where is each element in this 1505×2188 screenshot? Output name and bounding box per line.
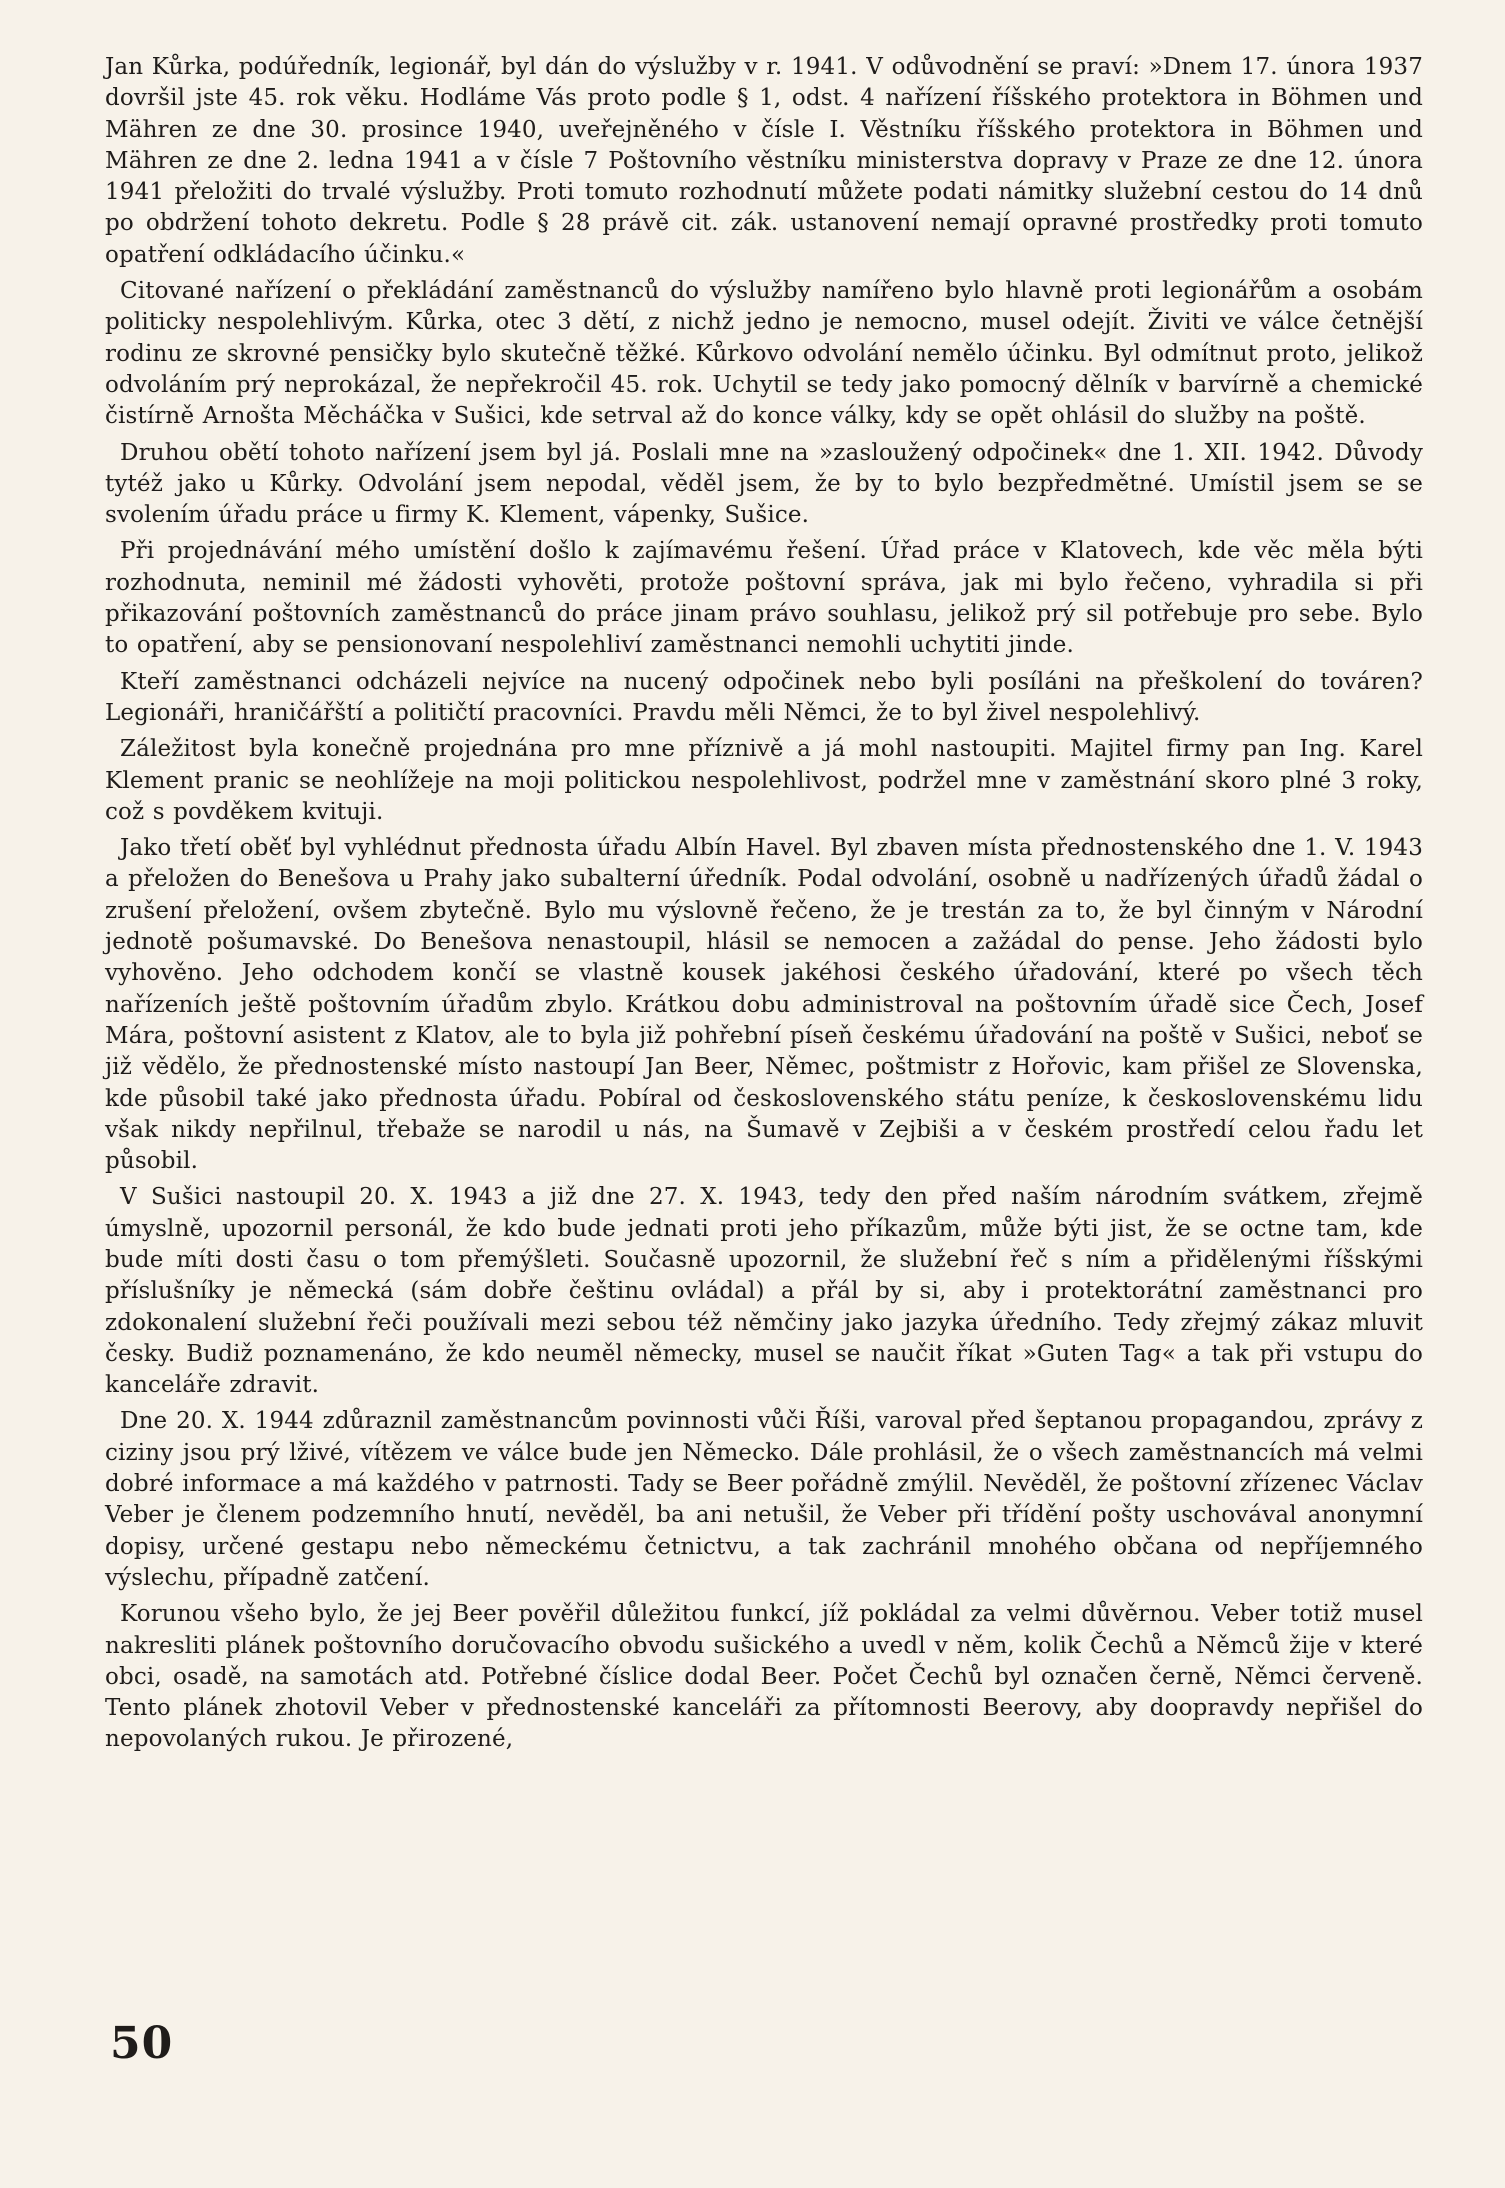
paragraph-second-victim: Druhou obětí tohoto nařízení jsem byl já. Poslali mne na »zasloužený odpočinek« dne 1. XII. 1942. Důvody tytéž jako u Kůrky. Odvolání jsem nepodal, věděl jsem, že by to bylo bezpředmětné. Umístil jsem se se svolením úřadu práce u firmy K. Klement, vápenky, Sušice. [105,439,1423,529]
paragraph-third-victim-havel: Jako třetí oběť byl vyhlédnut přednosta úřadu Albín Havel. Byl zbaven místa přednostenského dne 1. V. 1943 a přeložen do Benešova u Prahy jako subalterní úředník. Podal odvolání, osobně u nadřízených úřadů žádal o zrušení přeložení, ovšem zbytečně. Bylo mu výslovně řečeno, že je trestán za to, že byl činným v Národní jednotě pošumavské. Do Benešova nenastoupil, hlásil se nemocen a zažádal do pense. Jeho žádosti bylo vyhověno. Jeho odchodem končí se vlastně kousek jakéhosi českého úřadování, které po všech těch nařízeních ještě poštovním úřadům zbylo. Krátkou dobu administroval na poštovním úřadě sice Čech, Josef Mára, poštovní asistent z Klatov, ale to byla již pohřební píseň českému úřadování na poště v Sušici, neboť se již vědělo, že přednostenské místo nastoupí Jan Beer, Němec, poštmistr z Hořovic, kam přišel ze Slovenska, kde působil také jako přednosta úřadu. Pobíral od československého státu peníze, k československému lidu však nikdy nepřilnul, třebaže se narodil u nás, na Šumavě v Zejbiši a v českém prostředí celou řadu let působil. [105,835,1423,1175]
paragraph-beer-arrival: V Sušici nastoupil 20. X. 1943 a již dne 27. X. 1943, tedy den před naším národním svátkem, zřejmě úmyslně, upozornil personál, že kdo bude jednati proti jeho příkazům, může býti jist, že se octne tam, kde bude míti dosti času o tom přemýšleti. Současně upozornil, že služební řeč s ním a přidělenými říšskými příslušníky je německá (sám dobře češtinu ovládal) a přál by si, aby i protektorátní zaměstnanci pro zdokonalení služební řeči používali mezi sebou též němčiny jako jazyka úředního. Tedy zřejmý zákaz mluvit česky. Budiž poznamenáno, že kdo neuměl německy, musel se naučit říkat »Guten Tag« a tak při vstupu do kanceláře zdravit. [105,1184,1423,1399]
paragraph-which-employees: Kteří zaměstnanci odcházeli nejvíce na nucený odpočinek nebo byli posíláni na přeškolení do továren? Legionáři, hraničářští a političtí pracovníci. Pravdu měli Němci, že to byl živel nespolehlivý. [105,668,1423,726]
paragraph-kurka-dismissal: Jan Kůrka, podúředník, legionář, byl dán do výslužby v r. 1941. V odůvodnění se praví: »Dnem 17. února 1937 dovršil jste 45. rok věku. Hodláme Vás proto podle § 1, odst. 4 nařízení říšského protektora in Böhmen und Mähren ze dne 30. prosince 1940, uveřejněného v čísle I. Věstníku říšského protektora in Böhmen und Mähren ze dne 2. ledna 1941 a v čísle 7 Poštovního věstníku ministerstva dopravy v Praze ze dne 12. února 1941 přeložiti do trvalé výslužby. Proti tomuto rozhodnutí můžete podati námitky služební cestou do 14 dnů po obdržení tohoto dekretu. Podle § 28 právě cit. zák. ustanovení nemají opravné prostředky proti tomuto opatření odkládacího účinku.« [105,54,1423,268]
paragraph-decree-commentary: Citované nařízení o překládání zaměstnanců do výslužby namířeno bylo hlavně proti legionářům a osobám politicky nespolehlivým. Kůrka, otec 3 dětí, z nichž jedno je nemocno, musel odejít. Živiti ve válce četnější rodinu ze skrovné pensičky bylo skutečně těžké. Kůrkovo odvolání nemělo účinku. Byl odmítnut proto, jelikož odvoláním prý neprokázal, že nepřekročil 45. rok. Uchytil se tedy jako pomocný dělník v barvírně a chemické čistírně Arnošta Měcháčka v Sušici, kde setrval až do konce války, kdy se opět ohlásil do služby na poště. [105,278,1423,430]
paragraph-beer-speech: Dne 20. X. 1944 zdůraznil zaměstnancům povinnosti vůči Říši, varoval před šeptanou propagandou, zprávy z ciziny jsou prý lživé, vítězem ve válce bude jen Německo. Dále prohlásil, že o všech zaměstnancích má velmi dobré informace a má každého v patrnosti. Tady se Beer pořádně zmýlil. Nevěděl, že poštovní zřízenec Václav Veber je členem podzemního hnutí, nevěděl, ba ani netušil, že Veber při třídění pošty uschovával anonymní dopisy, určené gestapu nebo německému četnictvu, a tak zachránil mnohého občana od nepříjemného výslechu, případně zatčení. [105,1408,1423,1591]
paragraph-veber-map: Korunou všeho bylo, že jej Beer pověřil důležitou funkcí, jíž pokládal za velmi důvěrnou. Veber totiž musel nakresliti plánek poštovního doručovacího obvodu sušického a uvedl v něm, kolik Čechů a Němců žije v které obci, osadě, na samotách atd. Potřebné číslice dodal Beer. Počet Čechů byl označen černě, Němci červeně. Tento plánek zhotovil Veber v přednostenské kanceláři za přítomnosti Beerovy, aby doopravdy nepřišel do nepovolaných rukou. Je přirozené, [105,1601,1423,1753]
paragraph-employment-negotiation: Při projednávání mého umístění došlo k zajímavému řešení. Úřad práce v Klatovech, kde věc měla býti rozhodnuta, neminil mé žádosti vyhověti, protože poštovní správa, jak mi bylo řečeno, vyhradila si při přikazování poštovních zaměstnanců do práce jinam právo souhlasu, jelikož prý sil potřebuje pro sebe. Bylo to opatření, aby se pensionovaní nespolehliví zaměstnanci nemohli uchytiti jinde. [105,538,1423,659]
paragraph-klement-firm: Záležitost byla konečně projednána pro mne příznivě a já mohl nastoupiti. Majitel firmy pan Ing. Karel Klement pranic se neohlížeje na moji politickou nespolehlivost, podržel mne v zaměstnání skoro plné 3 roky, což s povděkem kvituji. [105,736,1423,825]
page-number: 50 [110,2018,174,2069]
page-body [105,52,1423,1761]
